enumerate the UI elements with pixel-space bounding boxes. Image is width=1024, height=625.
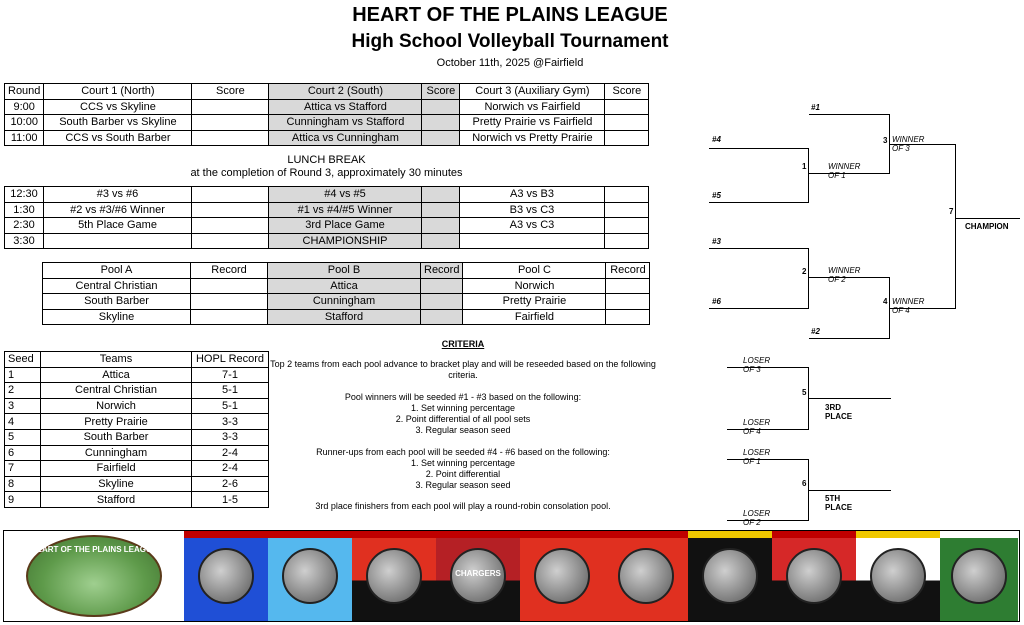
score-cell	[605, 202, 649, 218]
score-cell	[422, 218, 460, 234]
seed-number-cell: 5	[5, 429, 41, 445]
pool-header-cell: Record	[191, 263, 268, 279]
score-cell	[605, 187, 649, 203]
pool-header-cell: Pool C	[463, 263, 606, 279]
match-cell: 3rd Place Game	[269, 218, 422, 234]
round-time-cell: 12:30	[5, 187, 44, 203]
seed-header-cell: Teams	[41, 352, 192, 368]
seed-record-cell: 7-1	[192, 367, 269, 383]
game-number-3: 3	[883, 136, 888, 145]
mascot-emblem	[786, 548, 842, 604]
schedule-header-cell: Score	[422, 84, 460, 100]
schedule-row	[5, 218, 649, 234]
game-number-4: 4	[883, 297, 888, 306]
lunch-title: LUNCH BREAK	[287, 154, 366, 166]
pool-team-cell: Norwich	[463, 278, 606, 294]
seed-record-cell: 5-1	[192, 383, 269, 399]
seed-row	[5, 367, 269, 383]
schedule-row	[5, 202, 649, 218]
winner-of-2-label: WINNER OF 2	[828, 266, 861, 284]
seed-number-cell: 4	[5, 414, 41, 430]
score-cell	[605, 115, 649, 131]
match-cell: CCS vs Skyline	[44, 99, 192, 115]
match-cell: South Barber vs Skyline	[44, 115, 192, 131]
game-number-6: 6	[802, 479, 807, 488]
score-cell	[192, 130, 269, 146]
bobcat-logo	[520, 531, 604, 621]
round-time-cell: 11:00	[5, 130, 44, 146]
score-cell	[422, 233, 460, 249]
bracket-line	[955, 144, 956, 309]
bulldog-logo-2	[688, 531, 772, 621]
seed-record-cell: 2-4	[192, 445, 269, 461]
match-cell: Pretty Prairie vs Fairfield	[460, 115, 605, 131]
pool-header-cell: Pool A	[43, 263, 191, 279]
pool-row	[43, 294, 650, 310]
wildcat-logo	[604, 531, 688, 621]
third-place-label: 3RD PLACE	[825, 403, 853, 421]
game-number-5: 5	[802, 388, 807, 397]
indian-logo	[856, 531, 940, 621]
schedule-row	[5, 99, 649, 115]
loser-of-2-label: LOSER OF 2	[743, 509, 771, 527]
round-time-cell: 2:30	[5, 218, 44, 234]
round-time-cell: 3:30	[5, 233, 44, 249]
match-cell: #2 vs #3/#6 Winner	[44, 202, 192, 218]
seed-number-cell: 3	[5, 398, 41, 414]
seed-header-cell: HOPL Record	[192, 352, 269, 368]
loser-of-1-label: LOSER OF 1	[743, 448, 771, 466]
seed-number-cell: 1	[5, 367, 41, 383]
match-cell: 5th Place Game	[44, 218, 192, 234]
round-time-cell: 10:00	[5, 115, 44, 131]
pool-record-cell	[191, 278, 268, 294]
bracket-seed-6: #6	[712, 297, 721, 306]
seed-row	[5, 398, 269, 414]
seed-number-cell: 9	[5, 492, 41, 508]
seed-team-cell: Skyline	[41, 476, 192, 492]
criteria-runners-item: 3. Regular season seed	[415, 480, 511, 490]
pool-record-cell	[606, 294, 650, 310]
seed-team-cell: Pretty Prairie	[41, 414, 192, 430]
game-number-1: 1	[802, 162, 807, 171]
pool-record-cell	[421, 309, 463, 325]
pool-team-cell: Cunningham	[268, 294, 421, 310]
pool-record-cell	[421, 278, 463, 294]
mascot-emblem	[870, 548, 926, 604]
score-cell	[605, 130, 649, 146]
match-cell: #3 vs #6	[44, 187, 192, 203]
lunch-note: at the completion of Round 3, approximately 30 minutes	[190, 167, 463, 179]
score-cell	[422, 130, 460, 146]
schedule-header-cell: Court 1 (North)	[44, 84, 192, 100]
schedule-header-cell: Court 3 (Auxiliary Gym)	[460, 84, 605, 100]
loser-of-4-label: LOSER OF 4	[743, 418, 771, 436]
round-time-cell: 1:30	[5, 202, 44, 218]
score-cell	[605, 218, 649, 234]
match-cell: A3 vs B3	[460, 187, 605, 203]
bracket-line	[809, 338, 890, 339]
pool-table	[42, 262, 650, 325]
criteria-runners-head: Runner-ups from each pool will be seeded #4 - #6 based on the following:	[316, 447, 610, 457]
pool-header-cell: Pool B	[268, 263, 421, 279]
schedule-row	[5, 130, 649, 146]
seed-row	[5, 383, 269, 399]
seed-team-cell: Attica	[41, 367, 192, 383]
score-cell	[192, 99, 269, 115]
mascot-emblem	[366, 548, 422, 604]
seed-record-cell: 3-3	[192, 414, 269, 430]
mascot-emblem	[702, 548, 758, 604]
pool-header-cell: Record	[606, 263, 650, 279]
criteria-winners-head: Pool winners will be seeded #1 - #3 based on the following:	[344, 392, 582, 402]
match-cell: Attica vs Stafford	[269, 99, 422, 115]
game-number-2: 2	[802, 267, 807, 276]
score-cell	[422, 202, 460, 218]
schedule-row	[5, 187, 649, 203]
match-cell: Norwich vs Pretty Prairie	[460, 130, 605, 146]
mascot-emblem	[951, 548, 1007, 604]
bracket-line	[808, 248, 809, 309]
bulldog-logo-1	[184, 531, 268, 621]
criteria-runners-item: 2. Point differential	[425, 469, 501, 479]
mascot-emblem	[618, 548, 674, 604]
bracket-line	[709, 248, 809, 249]
match-cell	[44, 233, 192, 249]
score-cell	[422, 187, 460, 203]
pool-record-cell	[606, 309, 650, 325]
pool-record-cell	[191, 294, 268, 310]
seed-team-cell: South Barber	[41, 429, 192, 445]
match-cell: CCS vs South Barber	[44, 130, 192, 146]
bracket-seed-4: #4	[712, 135, 721, 144]
match-cell: #4 vs #5	[269, 187, 422, 203]
criteria-runners-item: 1. Set winning percentage	[410, 458, 516, 468]
seed-record-cell: 2-6	[192, 476, 269, 492]
criteria-heading: CRITERIA	[441, 339, 485, 349]
pool-team-cell: Attica	[268, 278, 421, 294]
bracket-line	[709, 202, 809, 203]
bracket-line	[809, 114, 890, 115]
seed-record-cell: 1-5	[192, 492, 269, 508]
schedule-table	[4, 83, 649, 146]
seed-row	[5, 492, 269, 508]
winner-of-1-label: WINNER OF 1	[828, 162, 861, 180]
schedule-header-cell: Score	[605, 84, 649, 100]
champion-label: CHAMPION	[965, 222, 1009, 231]
score-cell	[192, 233, 269, 249]
criteria-intro: Top 2 teams from each pool advance to bracket play and will be reseeded based on the following criteria.	[270, 359, 656, 380]
pool-header-row	[43, 263, 650, 279]
score-cell	[192, 218, 269, 234]
seed-team-cell: Norwich	[41, 398, 192, 414]
pool-team-cell: Pretty Prairie	[463, 294, 606, 310]
eagle-logo	[772, 531, 856, 621]
score-cell	[192, 115, 269, 131]
pool-row	[43, 278, 650, 294]
pool-team-cell: Central Christian	[43, 278, 191, 294]
seed-record-cell: 2-4	[192, 461, 269, 477]
score-cell	[422, 115, 460, 131]
pool-record-cell	[191, 309, 268, 325]
mascot-emblem	[198, 548, 254, 604]
score-cell	[605, 99, 649, 115]
match-cell: CHAMPIONSHIP	[269, 233, 422, 249]
league-title: HEART OF THE PLAINS LEAGUE	[352, 4, 668, 26]
event-date: October 11th, 2025 @Fairfield	[436, 57, 584, 69]
seed-table	[4, 351, 269, 508]
winner-of-4-label: WINNER OF 4	[892, 297, 925, 315]
seed-number-cell: 8	[5, 476, 41, 492]
seed-number-cell: 2	[5, 383, 41, 399]
score-cell	[605, 233, 649, 249]
pool-header-cell: Record	[421, 263, 463, 279]
pool-row	[43, 309, 650, 325]
bracket-line	[808, 148, 809, 203]
criteria-winners-item: 1. Set winning percentage	[410, 403, 516, 413]
bracket-seed-3: #3	[712, 237, 721, 246]
schedule-afternoon-table	[4, 186, 649, 249]
match-cell	[460, 233, 605, 249]
seed-row	[5, 429, 269, 445]
league-emblem	[26, 535, 162, 617]
loser-of-3-label: LOSER OF 3	[743, 356, 771, 374]
schedule-header-row	[5, 84, 649, 100]
team-logo-banner	[3, 530, 1020, 622]
seed-team-cell: Central Christian	[41, 383, 192, 399]
mascot-emblem	[534, 548, 590, 604]
criteria-section	[268, 339, 658, 512]
bracket-line	[808, 398, 891, 399]
chargers-logo	[436, 531, 520, 621]
pool-team-cell: Stafford	[268, 309, 421, 325]
bracket-seed-5: #5	[712, 191, 721, 200]
match-cell: A3 vs C3	[460, 218, 605, 234]
winner-of-3-label: WINNER OF 3	[892, 135, 925, 153]
seed-number-cell: 6	[5, 445, 41, 461]
pool-team-cell: South Barber	[43, 294, 191, 310]
game-number-7: 7	[949, 207, 954, 216]
round-time-cell: 9:00	[5, 99, 44, 115]
seed-number-cell: 7	[5, 461, 41, 477]
seed-header-row	[5, 352, 269, 368]
tournament-title: High School Volleyball Tournament	[351, 31, 669, 52]
seed-row	[5, 476, 269, 492]
bracket-line	[709, 308, 809, 309]
score-cell	[422, 99, 460, 115]
panther-logo	[940, 531, 1018, 621]
wings-logo	[268, 531, 352, 621]
seed-team-cell: Fairfield	[41, 461, 192, 477]
seed-row	[5, 461, 269, 477]
bracket-seed-2: #2	[811, 327, 820, 336]
criteria-third-note: 3rd place finishers from each pool will play a round-robin consolation pool.	[315, 501, 611, 511]
pool-record-cell	[421, 294, 463, 310]
criteria-winners-item: 3. Regular season seed	[415, 425, 511, 435]
schedule-row	[5, 233, 649, 249]
league-emblem-text: HEART OF THE PLAINS LEAGUE	[30, 545, 158, 554]
seed-team-cell: Cunningham	[41, 445, 192, 461]
seed-header-cell: Seed	[5, 352, 41, 368]
hopl-league-logo	[4, 531, 184, 621]
schedule-row	[5, 115, 649, 131]
schedule-header-cell: Score	[192, 84, 269, 100]
chargers-text: CHARGERS	[455, 569, 501, 578]
mascot-emblem	[282, 548, 338, 604]
score-cell	[192, 187, 269, 203]
pool-team-cell: Skyline	[43, 309, 191, 325]
pool-team-cell: Fairfield	[463, 309, 606, 325]
match-cell: #1 vs #4/#5 Winner	[269, 202, 422, 218]
seed-row	[5, 414, 269, 430]
bracket-line	[709, 148, 809, 149]
fifth-place-label: 5TH PLACE	[825, 494, 853, 512]
match-cell: Cunningham vs Stafford	[269, 115, 422, 131]
seed-team-cell: Stafford	[41, 492, 192, 508]
match-cell: Attica vs Cunningham	[269, 130, 422, 146]
criteria-winners-item: 2. Point differential of all pool sets	[395, 414, 531, 424]
lunch-break	[4, 154, 649, 180]
knight-logo	[352, 531, 436, 621]
bracket-seed-1: #1	[811, 103, 820, 112]
pool-record-cell	[606, 278, 650, 294]
match-cell: Norwich vs Fairfield	[460, 99, 605, 115]
seed-record-cell: 5-1	[192, 398, 269, 414]
bracket-line	[808, 490, 891, 491]
score-cell	[192, 202, 269, 218]
schedule-header-cell: Court 2 (South)	[269, 84, 422, 100]
bracket-line	[955, 218, 1020, 219]
seed-row	[5, 445, 269, 461]
match-cell: B3 vs C3	[460, 202, 605, 218]
seed-record-cell: 3-3	[192, 429, 269, 445]
schedule-header-cell: Round	[5, 84, 44, 100]
